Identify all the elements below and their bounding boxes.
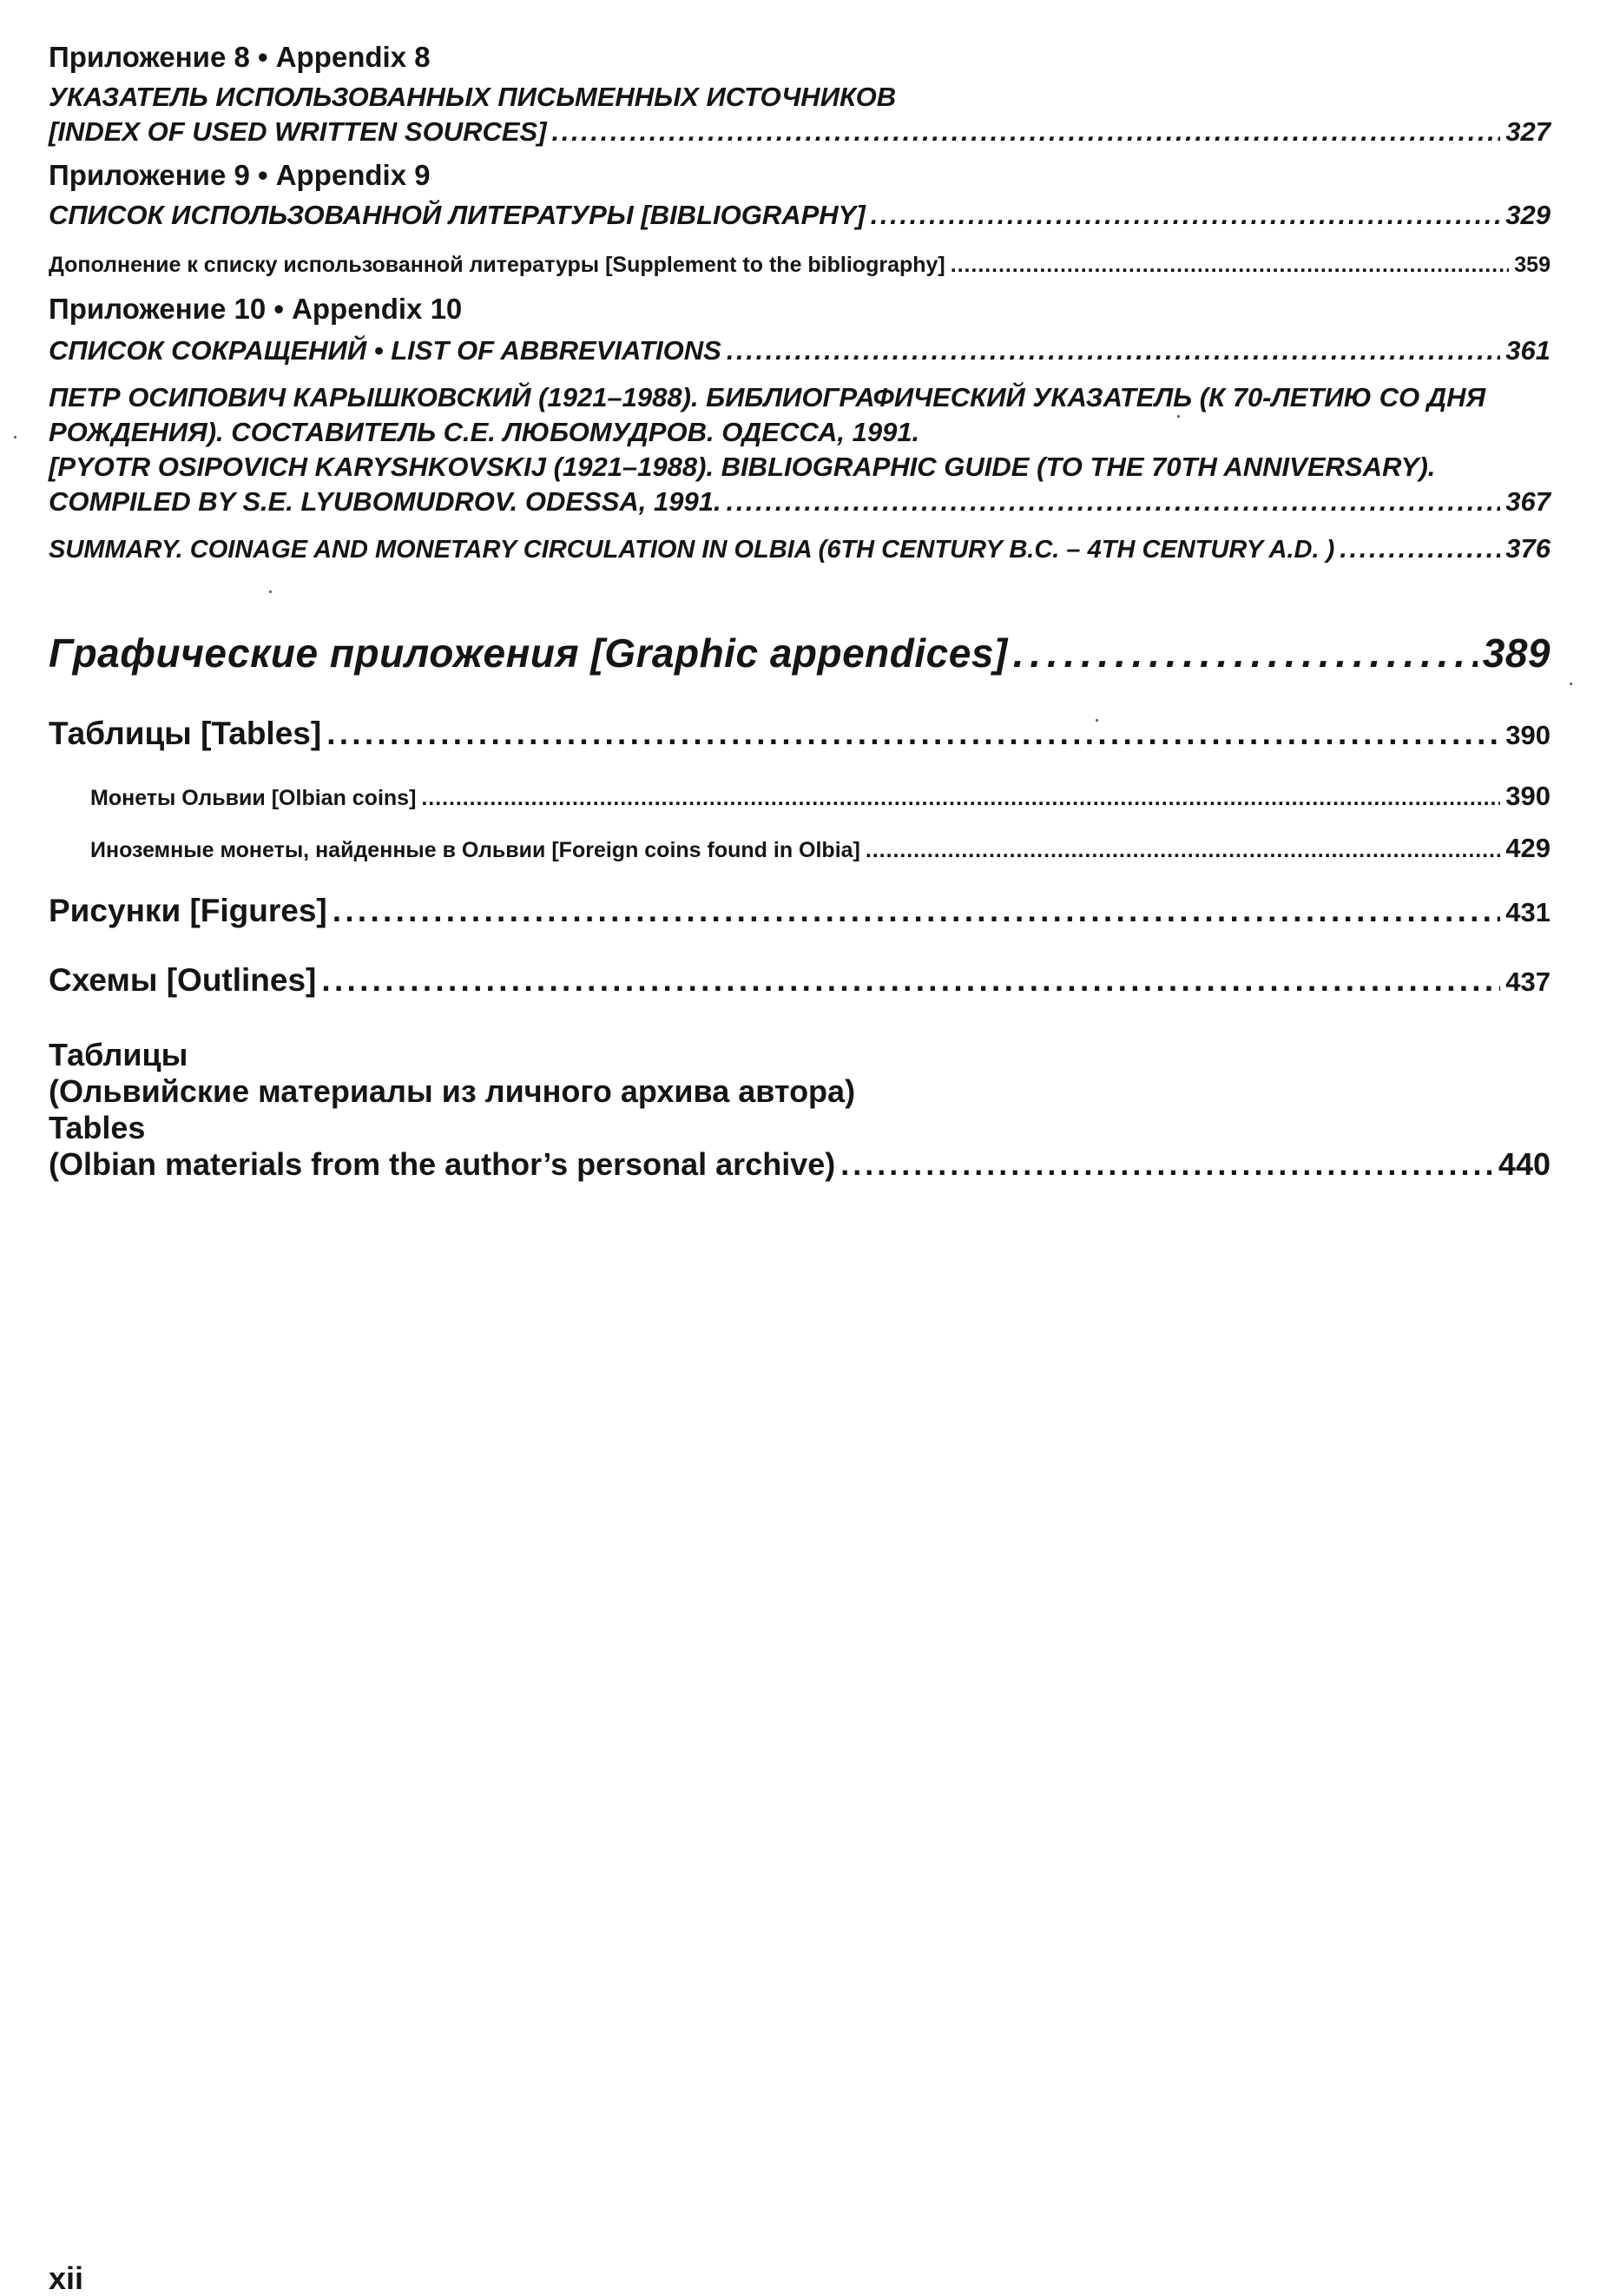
scan-speck	[269, 590, 272, 593]
figures-page: 431	[1505, 897, 1551, 927]
appendix-10-page: 361	[1505, 335, 1551, 366]
figures-entry	[49, 891, 1551, 933]
outlines-title: Схемы [Outlines]	[49, 962, 317, 998]
leader-dots	[951, 250, 1510, 280]
summary-entry	[49, 531, 1551, 567]
outlines-entry	[49, 960, 1551, 1002]
leader-dots	[1340, 531, 1500, 566]
summary-title: SUMMARY. COINAGE AND MONETARY CIRCULATION IN OLBIA (6TH CENTURY B.C. – 4TH CENTURY A.D. )	[49, 536, 1335, 564]
graphic-appendices-page: 389	[1482, 630, 1551, 676]
appendix-9-entry	[49, 198, 1551, 233]
foreign-coins-page: 429	[1505, 833, 1551, 863]
leader-dots	[1013, 629, 1478, 677]
leader-dots	[840, 1146, 1493, 1183]
supplement-page: 359	[1514, 253, 1551, 277]
leader-dots	[871, 198, 1501, 233]
tables-page: 390	[1505, 720, 1551, 750]
leader-dots	[421, 783, 1500, 813]
karyshkovskij-entry	[49, 380, 1551, 519]
appendix-9-page: 329	[1505, 200, 1551, 230]
graphic-appendices-entry	[49, 629, 1551, 677]
karyshkovskij-line1: ПЕТР ОСИПОВИЧ КАРЫШКОВСКИЙ (1921–1988). БИБЛИОГРАФИЧЕСКИЙ УКАЗАТЕЛЬ (К 70-ЛЕТИЮ СО ДНЯ	[49, 382, 1486, 412]
archive-line1: Таблицы	[49, 1037, 188, 1072]
karyshkovskij-line3: [PYOTR OSIPOVICH KARYSHKOVSKIJ (1921–1988). BIBLIOGRAPHIC GUIDE (TO THE 70TH ANNIVERSARY).	[49, 452, 1436, 482]
karyshkovskij-page: 367	[1505, 486, 1551, 517]
appendix-9-title: СПИСОК ИСПОЛЬЗОВАННОЙ ЛИТЕРАТУРЫ [BIBLIOGRAPHY]	[49, 200, 866, 230]
leader-dots	[326, 714, 1500, 754]
appendix-10-heading: Приложение 10 • Appendix 10	[49, 293, 463, 325]
appendix-9-heading: Приложение 9 • Appendix 9	[49, 159, 431, 191]
leader-dots	[333, 891, 1501, 931]
leader-dots	[866, 835, 1500, 865]
summary-page: 376	[1505, 533, 1551, 564]
tables-title: Таблицы [Tables]	[49, 716, 322, 751]
supplement-title: Дополнение к списку использованной литературы [Supplement to the bibliography]	[49, 253, 945, 277]
appendix-10-title: СПИСОК СОКРАЩЕНИЙ • LIST OF ABBREVIATIONS	[49, 335, 721, 366]
leader-dots	[727, 333, 1500, 368]
karyshkovskij-line4: COMPILED BY S.E. LYUBOMUDROV. ODESSA, 1991.	[49, 486, 721, 517]
karyshkovskij-line2: РОЖДЕНИЯ). СОСТАВИТЕЛЬ С.Е. ЛЮБОМУДРОВ. ОДЕССА, 1991.	[49, 417, 920, 447]
leader-dots	[727, 485, 1501, 519]
appendix-8-title-line1: УКАЗАТЕЛЬ ИСПОЛЬЗОВАННЫХ ПИСЬМЕННЫХ ИСТОЧНИКОВ	[49, 82, 897, 112]
appendix-8-heading: Приложение 8 • Appendix 8	[49, 41, 431, 73]
foreign-coins-entry	[90, 834, 1551, 865]
foreign-coins-title: Иноземные монеты, найденные в Ольвии [Foreign coins found in Olbia]	[90, 838, 860, 862]
outlines-page: 437	[1505, 967, 1551, 997]
archive-line3: Tables	[49, 1110, 146, 1145]
appendix-8-title-line2: [INDEX OF USED WRITTEN SOURCES]	[49, 116, 547, 147]
scan-speck	[14, 436, 16, 439]
leader-dots	[552, 115, 1501, 149]
appendix-10-entry	[49, 333, 1551, 368]
leader-dots	[321, 960, 1500, 1000]
olbian-coins-title: Монеты Ольвии [Olbian coins]	[90, 786, 417, 810]
graphic-appendices-title: Графические приложения [Graphic appendices]	[49, 630, 1008, 676]
scan-speck	[1096, 719, 1098, 722]
archive-entry	[49, 1037, 1551, 1183]
footer-page-number: xii	[49, 2260, 84, 2296]
archive-line2: (Ольвийские материалы из личного архива автора)	[49, 1073, 856, 1109]
scan-speck	[1177, 415, 1180, 418]
appendix-8-page: 327	[1505, 116, 1551, 147]
olbian-coins-entry	[90, 782, 1551, 813]
tables-entry	[49, 714, 1551, 755]
figures-title: Рисунки [Figures]	[49, 893, 327, 928]
supplement-entry	[49, 250, 1551, 280]
appendix-8-entry	[49, 80, 1551, 149]
scan-speck	[1570, 683, 1572, 685]
archive-page: 440	[1498, 1146, 1551, 1182]
olbian-coins-page: 390	[1505, 781, 1551, 811]
archive-line4: (Olbian materials from the author’s personal archive)	[49, 1146, 836, 1182]
